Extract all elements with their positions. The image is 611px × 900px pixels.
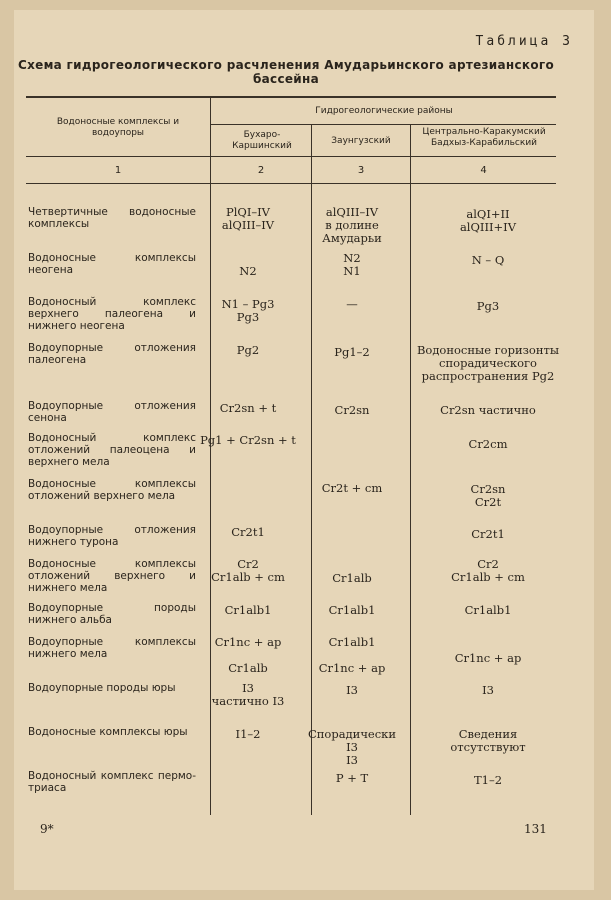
cell-bukharo: Cr1nc + ap Cr1alb [214, 635, 282, 675]
group-rule [210, 124, 556, 125]
header-bottom-rule [26, 156, 556, 157]
cell-karakum: T1–2 [473, 773, 503, 787]
row-label: Водоносный комплекс отложений палеоцена и верхнего мела [28, 432, 196, 468]
cell-bukharo: N2 [239, 264, 257, 278]
cell-zaunguz: Cr1alb [332, 571, 372, 585]
cell-zaunguz: P + T [335, 771, 369, 785]
cell-bukharo: Pg1 + Cr2sn + t [200, 433, 296, 447]
cell-bukharo: N1 – Pg3 Pg3 [221, 297, 275, 324]
cell-zaunguz: I3 [346, 683, 358, 697]
row-label: Водоносные комплексы неогена [28, 252, 196, 276]
page-number: 131 [524, 822, 547, 836]
row-label: Водоупорные отложения сенона [28, 400, 196, 424]
column-number-4: 4 [480, 165, 487, 176]
cell-karakum: I3 [482, 683, 494, 697]
cell-zaunguz: Cr1alb1 [328, 603, 376, 617]
cell-zaunguz: — [346, 297, 358, 311]
cell-karakum: Cr2t1 [471, 527, 505, 541]
cell-zaunguz: alQIII–IV в долине Амударьи [322, 205, 382, 245]
cell-bukharo: Cr2t1 [231, 525, 265, 539]
cell-karakum: Pg3 [476, 299, 500, 313]
cell-karakum: Cr2sn частично [440, 403, 536, 417]
cell-karakum: Cr2cm [468, 437, 508, 451]
cell-bukharo: PlQI–IV alQIII–IV [221, 205, 275, 232]
cell-zaunguz: Cr1alb1 Cr1nc + ap [318, 635, 386, 675]
table-title: Схема гидрогеологического расчленения Амударьинского артезианского бассейна [17, 58, 555, 86]
table-label: Таблица 3 [475, 34, 573, 49]
cell-karakum: Cr2 Cr1alb + cm [451, 557, 525, 584]
cell-bukharo: Cr2sn + t [219, 401, 277, 415]
cell-bukharo: Pg2 [236, 343, 260, 357]
row-label: Водоупорные отложения палеогена [28, 342, 196, 366]
cell-bukharo: I3 частично I3 [211, 681, 285, 708]
cell-bukharo: I1–2 [235, 727, 261, 741]
cell-karakum: alQI+II alQIII+IV [459, 207, 517, 234]
row-label: Водоносный комплекс верхнего палеогена и нижнего неогена [28, 296, 196, 332]
cell-zaunguz: Спорадически I3 I3 [307, 727, 397, 767]
row-label: Водоносные комплексы отложений верхнего и нижнего мела [28, 558, 196, 594]
column-number-3: 3 [357, 165, 365, 176]
cell-zaunguz: Cr2sn [334, 403, 370, 417]
numbers-bottom-rule [26, 183, 556, 184]
row-label: Водоупорные комплексы нижнего мела [28, 636, 196, 660]
cell-zaunguz: Cr2t + cm [321, 481, 383, 495]
row-label: Водоносные комплексы отложений верхнего мела [28, 478, 196, 502]
row-label: Водоупорные породы нижнего альба [28, 602, 196, 626]
cell-karakum: Сведения отсутствуют [450, 727, 526, 754]
header-col-3: Заунгузский [331, 136, 391, 146]
cell-karakum: N – Q [471, 253, 505, 267]
row-label: Водоупорные отложения нижнего турона [28, 524, 196, 548]
column-number-2: 2 [257, 165, 265, 176]
header-col-4: Центрально-Каракумский Бадхыз-Карабильский [422, 127, 546, 148]
cell-zaunguz: Pg1–2 [334, 345, 370, 359]
cell-karakum: Cr1alb1 [464, 603, 512, 617]
signature-mark: 9* [40, 822, 54, 836]
row-label: Четвертичные водоносные комплексы [28, 206, 196, 230]
cell-bukharo: Cr2 Cr1alb + cm [211, 557, 285, 584]
cell-karakum: Водоносные горизонты спорадического распространения Pg2 [416, 343, 560, 383]
cell-karakum: Cr2sn Cr2t [470, 482, 506, 509]
cell-karakum: Cr1nc + ap [454, 651, 522, 665]
row-label: Водоупорные породы юры [28, 682, 176, 694]
cell-bukharo: Cr1alb1 [224, 603, 272, 617]
column-number-1: 1 [114, 165, 122, 176]
header-col-2: Бухаро-Каршинский [232, 130, 292, 151]
header-group: Гидрогеологические районы [315, 106, 453, 116]
header-first-column: Водоносные комплексы и водоупоры [56, 117, 180, 138]
row-label: Водоносный комплекс пермо-триаса [28, 770, 196, 794]
cell-zaunguz: N2 N1 [343, 251, 361, 278]
row-label: Водоносные комплексы юры [28, 726, 188, 738]
top-rule [26, 96, 556, 98]
